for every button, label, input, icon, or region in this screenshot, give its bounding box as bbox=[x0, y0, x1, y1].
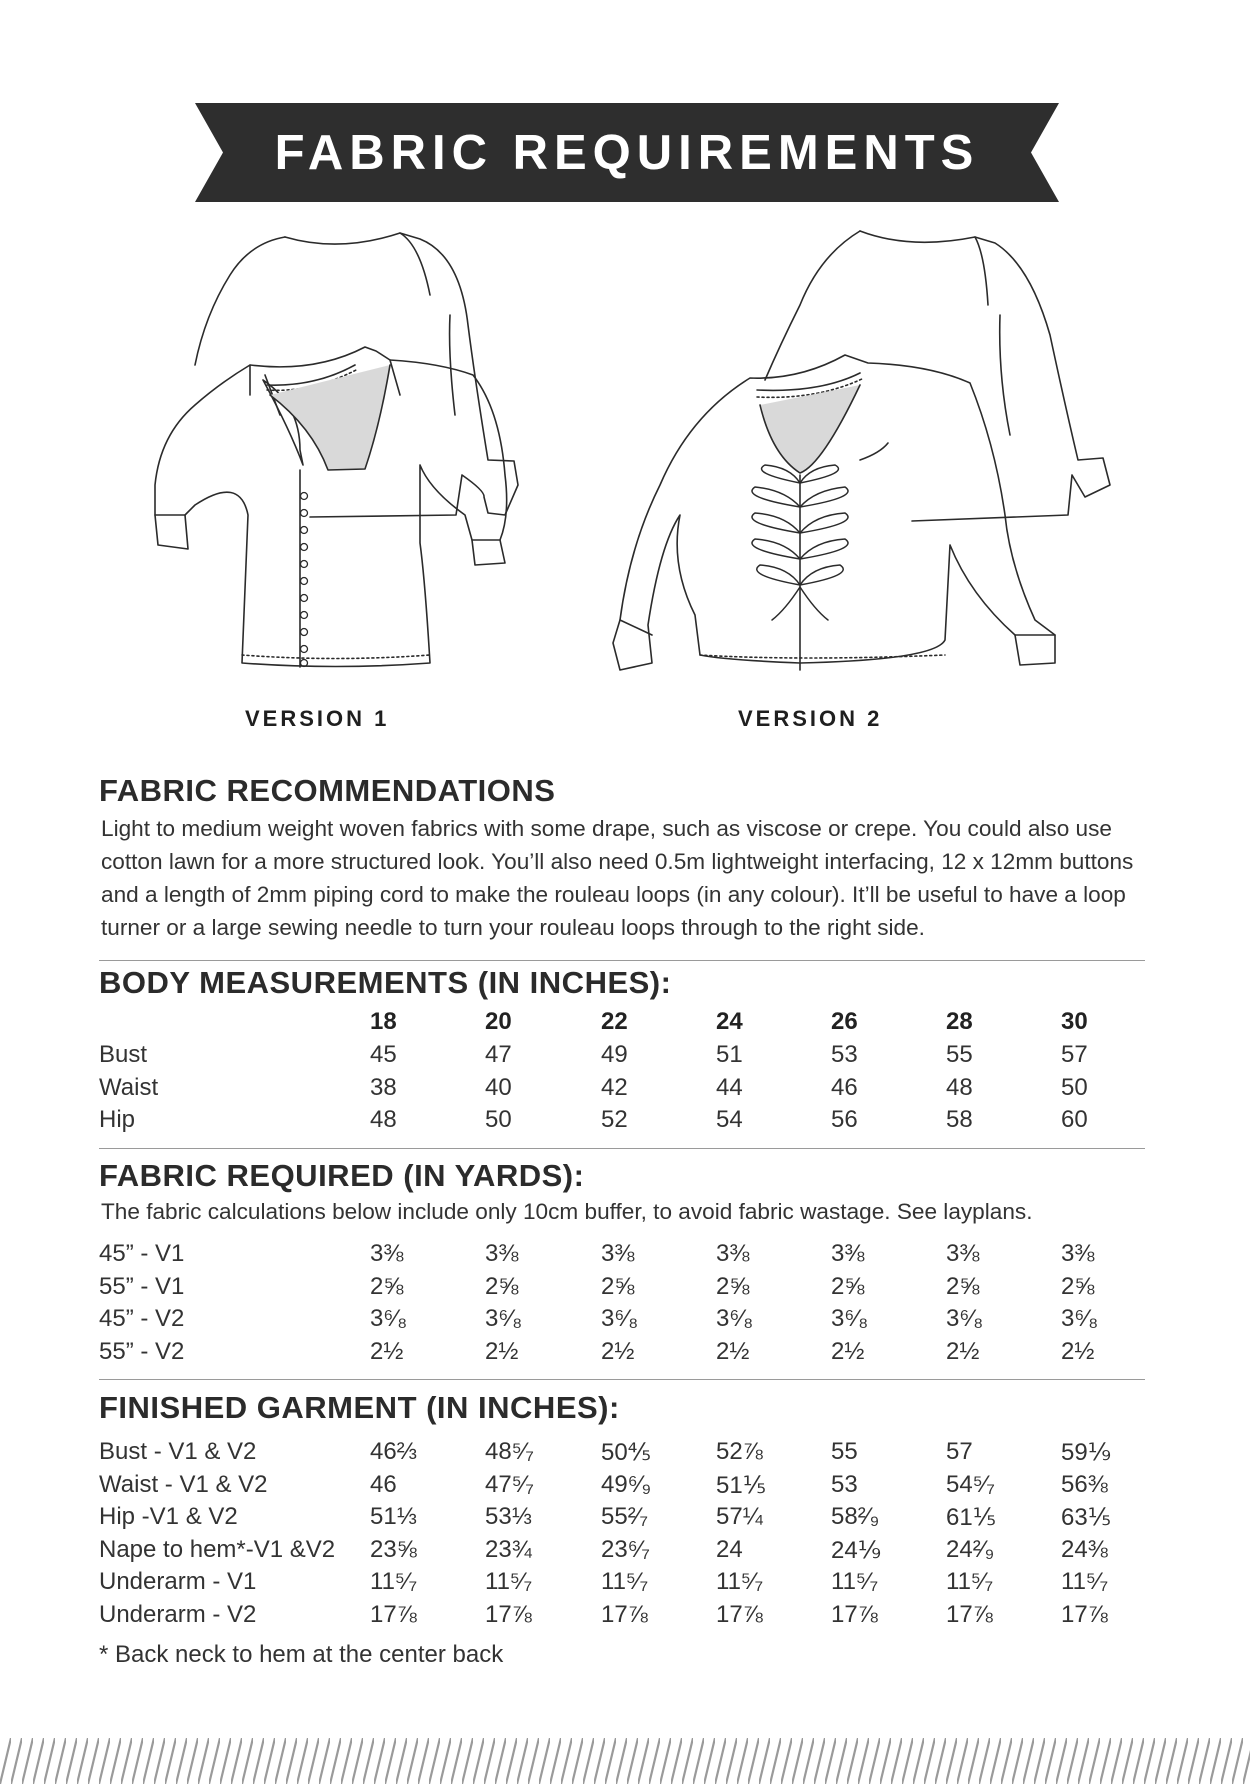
table-row bbox=[99, 1536, 1159, 1569]
table-cell: 53⅓ bbox=[485, 1503, 532, 1530]
table-cell: 52 bbox=[601, 1106, 628, 1133]
size-header-row bbox=[99, 1008, 1159, 1041]
table-cell: 40 bbox=[485, 1073, 512, 1101]
table-cell: 2⅝ bbox=[601, 1272, 635, 1300]
table-cell: 55 bbox=[946, 1041, 973, 1068]
table-cell: 24²⁄₉ bbox=[946, 1535, 995, 1563]
table-row bbox=[99, 1240, 1159, 1273]
table-cell: 2½ bbox=[716, 1337, 750, 1365]
table-cell: 23⅝ bbox=[370, 1535, 417, 1563]
table-cell: 2⅝ bbox=[716, 1272, 750, 1300]
table-cell: 24⅜ bbox=[1061, 1535, 1108, 1563]
row-label: Waist - V1 & V2 bbox=[99, 1470, 268, 1498]
table-row bbox=[99, 1273, 1159, 1306]
table-cell: 61⅕ bbox=[946, 1504, 996, 1531]
table-cell: 50 bbox=[1061, 1073, 1088, 1101]
table-cell: 17⅞ bbox=[1061, 1600, 1108, 1628]
table-cell: 51⅕ bbox=[716, 1471, 766, 1499]
row-label: Hip -V1 & V2 bbox=[99, 1503, 238, 1530]
garment-illustrations bbox=[100, 215, 1160, 695]
table-cell: 23⁶⁄₇ bbox=[601, 1535, 650, 1563]
divider bbox=[99, 1379, 1145, 1380]
table-cell: 3⁶⁄₈ bbox=[370, 1305, 408, 1332]
table-cell: 2⅝ bbox=[485, 1272, 519, 1300]
fabric-recommendations-heading: FABRIC RECOMMENDATIONS bbox=[99, 773, 556, 808]
table-cell: 60 bbox=[1061, 1106, 1088, 1133]
table-cell: 3⁶⁄₈ bbox=[946, 1305, 984, 1332]
table-cell: 63⅕ bbox=[1061, 1504, 1111, 1531]
table-row bbox=[99, 1438, 1159, 1471]
table-row bbox=[99, 1041, 1159, 1074]
table-cell: 11⁵⁄₇ bbox=[485, 1568, 533, 1595]
recommendation-line: and a length of 2mm piping cord to make the rouleau loops (in any colour). It’ll be useful to have a loop bbox=[101, 882, 1126, 907]
size-header-cell: 26 bbox=[831, 1008, 858, 1035]
page-title: FABRIC REQUIREMENTS bbox=[274, 125, 980, 180]
row-label: Waist bbox=[99, 1073, 159, 1101]
table-cell: 44 bbox=[716, 1073, 743, 1101]
table-cell: 48 bbox=[370, 1106, 397, 1133]
table-cell: 17⅞ bbox=[831, 1600, 878, 1628]
table-cell: 3⅜ bbox=[716, 1240, 750, 1267]
table-cell: 58 bbox=[946, 1106, 973, 1133]
row-label: Underarm - V1 bbox=[99, 1568, 257, 1595]
table-cell: 48 bbox=[946, 1073, 973, 1101]
fabric-recommendations-text bbox=[101, 812, 1161, 944]
table-cell: 3⁶⁄₈ bbox=[716, 1305, 754, 1332]
table-cell: 47 bbox=[485, 1041, 512, 1068]
table-cell: 55 bbox=[831, 1438, 858, 1465]
table-cell: 58²⁄₉ bbox=[831, 1503, 880, 1530]
row-label: 55” - V1 bbox=[99, 1272, 185, 1300]
row-label: Hip bbox=[99, 1106, 136, 1133]
row-label: 55” - V2 bbox=[99, 1337, 185, 1365]
table-cell: 3⁶⁄₈ bbox=[1061, 1305, 1099, 1332]
table-cell: 56⅜ bbox=[1061, 1470, 1108, 1498]
table-cell: 3⁶⁄₈ bbox=[485, 1305, 523, 1332]
table-cell: 2⅝ bbox=[1061, 1272, 1095, 1300]
table-row bbox=[99, 1471, 1159, 1504]
table-cell: 23¾ bbox=[485, 1535, 532, 1563]
table-cell: 11⁵⁄₇ bbox=[946, 1568, 994, 1595]
table-cell: 55²⁄₇ bbox=[601, 1503, 648, 1530]
footnote: * Back neck to hem at the center back bbox=[99, 1641, 504, 1668]
table-cell: 49 bbox=[601, 1041, 628, 1068]
table-cell: 3⅜ bbox=[370, 1240, 404, 1267]
table-cell: 3⅜ bbox=[946, 1240, 980, 1267]
fabric-required-note: The fabric calculations below include only 10cm buffer, to avoid fabric wastage. See layplans. bbox=[101, 1199, 1033, 1224]
table-row bbox=[99, 1503, 1159, 1536]
recommendation-line: Light to medium weight woven fabrics with some drape, such as viscose or crepe. You could also use bbox=[101, 816, 1112, 841]
table-cell: 17⅞ bbox=[716, 1600, 763, 1628]
table-cell: 11⁵⁄₇ bbox=[370, 1568, 418, 1595]
table-cell: 3⁶⁄₈ bbox=[831, 1305, 869, 1332]
table-row bbox=[99, 1074, 1159, 1107]
row-label: Bust - V1 & V2 bbox=[99, 1438, 257, 1465]
size-header-cell: 20 bbox=[485, 1008, 512, 1035]
table-cell: 2½ bbox=[370, 1337, 404, 1365]
table-cell: 11⁵⁄₇ bbox=[831, 1568, 879, 1595]
version1-front-drawing bbox=[155, 347, 507, 667]
table-cell: 3⅜ bbox=[831, 1240, 865, 1267]
table-cell: 46 bbox=[370, 1470, 397, 1498]
table-cell: 17⅞ bbox=[601, 1600, 648, 1628]
table-cell: 42 bbox=[601, 1073, 628, 1101]
table-cell: 17⅞ bbox=[370, 1600, 417, 1628]
table-cell: 2½ bbox=[601, 1337, 635, 1365]
table-cell: 24 bbox=[716, 1535, 743, 1563]
table-cell: 57 bbox=[1061, 1041, 1088, 1068]
table-row bbox=[99, 1305, 1159, 1338]
table-cell: 2½ bbox=[946, 1337, 980, 1365]
table-cell: 50 bbox=[485, 1106, 512, 1133]
table-cell: 57¼ bbox=[716, 1503, 763, 1530]
table-cell: 17⅞ bbox=[485, 1600, 532, 1628]
size-header-cell: 24 bbox=[716, 1008, 743, 1035]
finished-garment-heading: FINISHED GARMENT (IN INCHES): bbox=[99, 1390, 620, 1425]
table-cell: 54⁵⁄₇ bbox=[946, 1470, 995, 1498]
table-cell: 46⅔ bbox=[370, 1438, 417, 1465]
size-header-cell: 28 bbox=[946, 1008, 973, 1035]
table-cell: 51⅓ bbox=[370, 1503, 417, 1530]
body-measurements-heading: BODY MEASUREMENTS (IN INCHES): bbox=[99, 965, 672, 1000]
table-row bbox=[99, 1106, 1159, 1139]
table-cell: 49⁶⁄₉ bbox=[601, 1470, 652, 1498]
table-row bbox=[99, 1338, 1159, 1371]
version1-label: VERSION 1 bbox=[245, 706, 390, 731]
table-cell: 2⅝ bbox=[831, 1272, 865, 1300]
table-cell: 53 bbox=[831, 1041, 858, 1068]
table-cell: 46 bbox=[831, 1073, 858, 1101]
table-cell: 2⅝ bbox=[946, 1272, 980, 1300]
divider bbox=[99, 1148, 1145, 1149]
table-cell: 52⅞ bbox=[716, 1438, 763, 1465]
divider bbox=[99, 960, 1145, 961]
table-cell: 11⁵⁄₇ bbox=[716, 1568, 764, 1595]
title-banner bbox=[195, 103, 1059, 202]
size-header-cell: 22 bbox=[601, 1008, 628, 1035]
table-cell: 56 bbox=[831, 1106, 858, 1133]
version2-label: VERSION 2 bbox=[738, 706, 883, 731]
table-cell: 45 bbox=[370, 1041, 397, 1068]
decorative-stripes bbox=[0, 1738, 1250, 1784]
table-cell: 2½ bbox=[1061, 1337, 1095, 1365]
version2-back-drawing bbox=[765, 231, 1110, 521]
table-cell: 2½ bbox=[831, 1337, 865, 1365]
table-cell: 11⁵⁄₇ bbox=[601, 1568, 649, 1595]
table-cell: 11⁵⁄₇ bbox=[1061, 1568, 1109, 1595]
table-cell: 57 bbox=[946, 1438, 973, 1465]
table-cell: 48⁵⁄₇ bbox=[485, 1438, 534, 1465]
fabric-required-heading: FABRIC REQUIRED (IN YARDS): bbox=[99, 1158, 585, 1193]
recommendation-line: cotton lawn for a more structured look. You’ll also need 0.5m lightweight interfacing, 12 x 12mm buttons bbox=[101, 849, 1134, 874]
row-label: Underarm - V2 bbox=[99, 1600, 257, 1628]
table-cell: 3⅜ bbox=[485, 1240, 519, 1267]
table-cell: 53 bbox=[831, 1470, 858, 1498]
table-cell: 3⁶⁄₈ bbox=[601, 1305, 639, 1332]
table-cell: 2⅝ bbox=[370, 1272, 404, 1300]
table-cell: 2½ bbox=[485, 1337, 519, 1365]
table-cell: 51 bbox=[716, 1041, 743, 1068]
table-cell: 54 bbox=[716, 1106, 743, 1133]
table-cell: 47⁵⁄₇ bbox=[485, 1470, 534, 1498]
size-header-cell: 30 bbox=[1061, 1008, 1088, 1035]
table-row bbox=[99, 1568, 1159, 1601]
table-cell: 3⅜ bbox=[601, 1240, 635, 1267]
table-cell: 38 bbox=[370, 1073, 397, 1101]
row-label: Bust bbox=[99, 1041, 148, 1068]
table-cell: 59⅑ bbox=[1061, 1439, 1111, 1466]
row-label: 45” - V2 bbox=[99, 1305, 185, 1332]
table-cell: 3⅜ bbox=[1061, 1240, 1095, 1267]
table-cell: 17⅞ bbox=[946, 1600, 993, 1628]
recommendation-line: turner or a large sewing needle to turn your rouleau loops through to the right side. bbox=[101, 915, 925, 940]
table-cell: 50⅘ bbox=[601, 1439, 651, 1466]
table-cell: 24⅑ bbox=[831, 1536, 881, 1564]
table-row bbox=[99, 1601, 1159, 1634]
version2-front-drawing bbox=[613, 355, 1055, 670]
row-label: Nape to hem*-V1 &V2 bbox=[99, 1535, 336, 1563]
row-label: 45” - V1 bbox=[99, 1240, 185, 1267]
size-header-cell: 18 bbox=[370, 1008, 397, 1035]
